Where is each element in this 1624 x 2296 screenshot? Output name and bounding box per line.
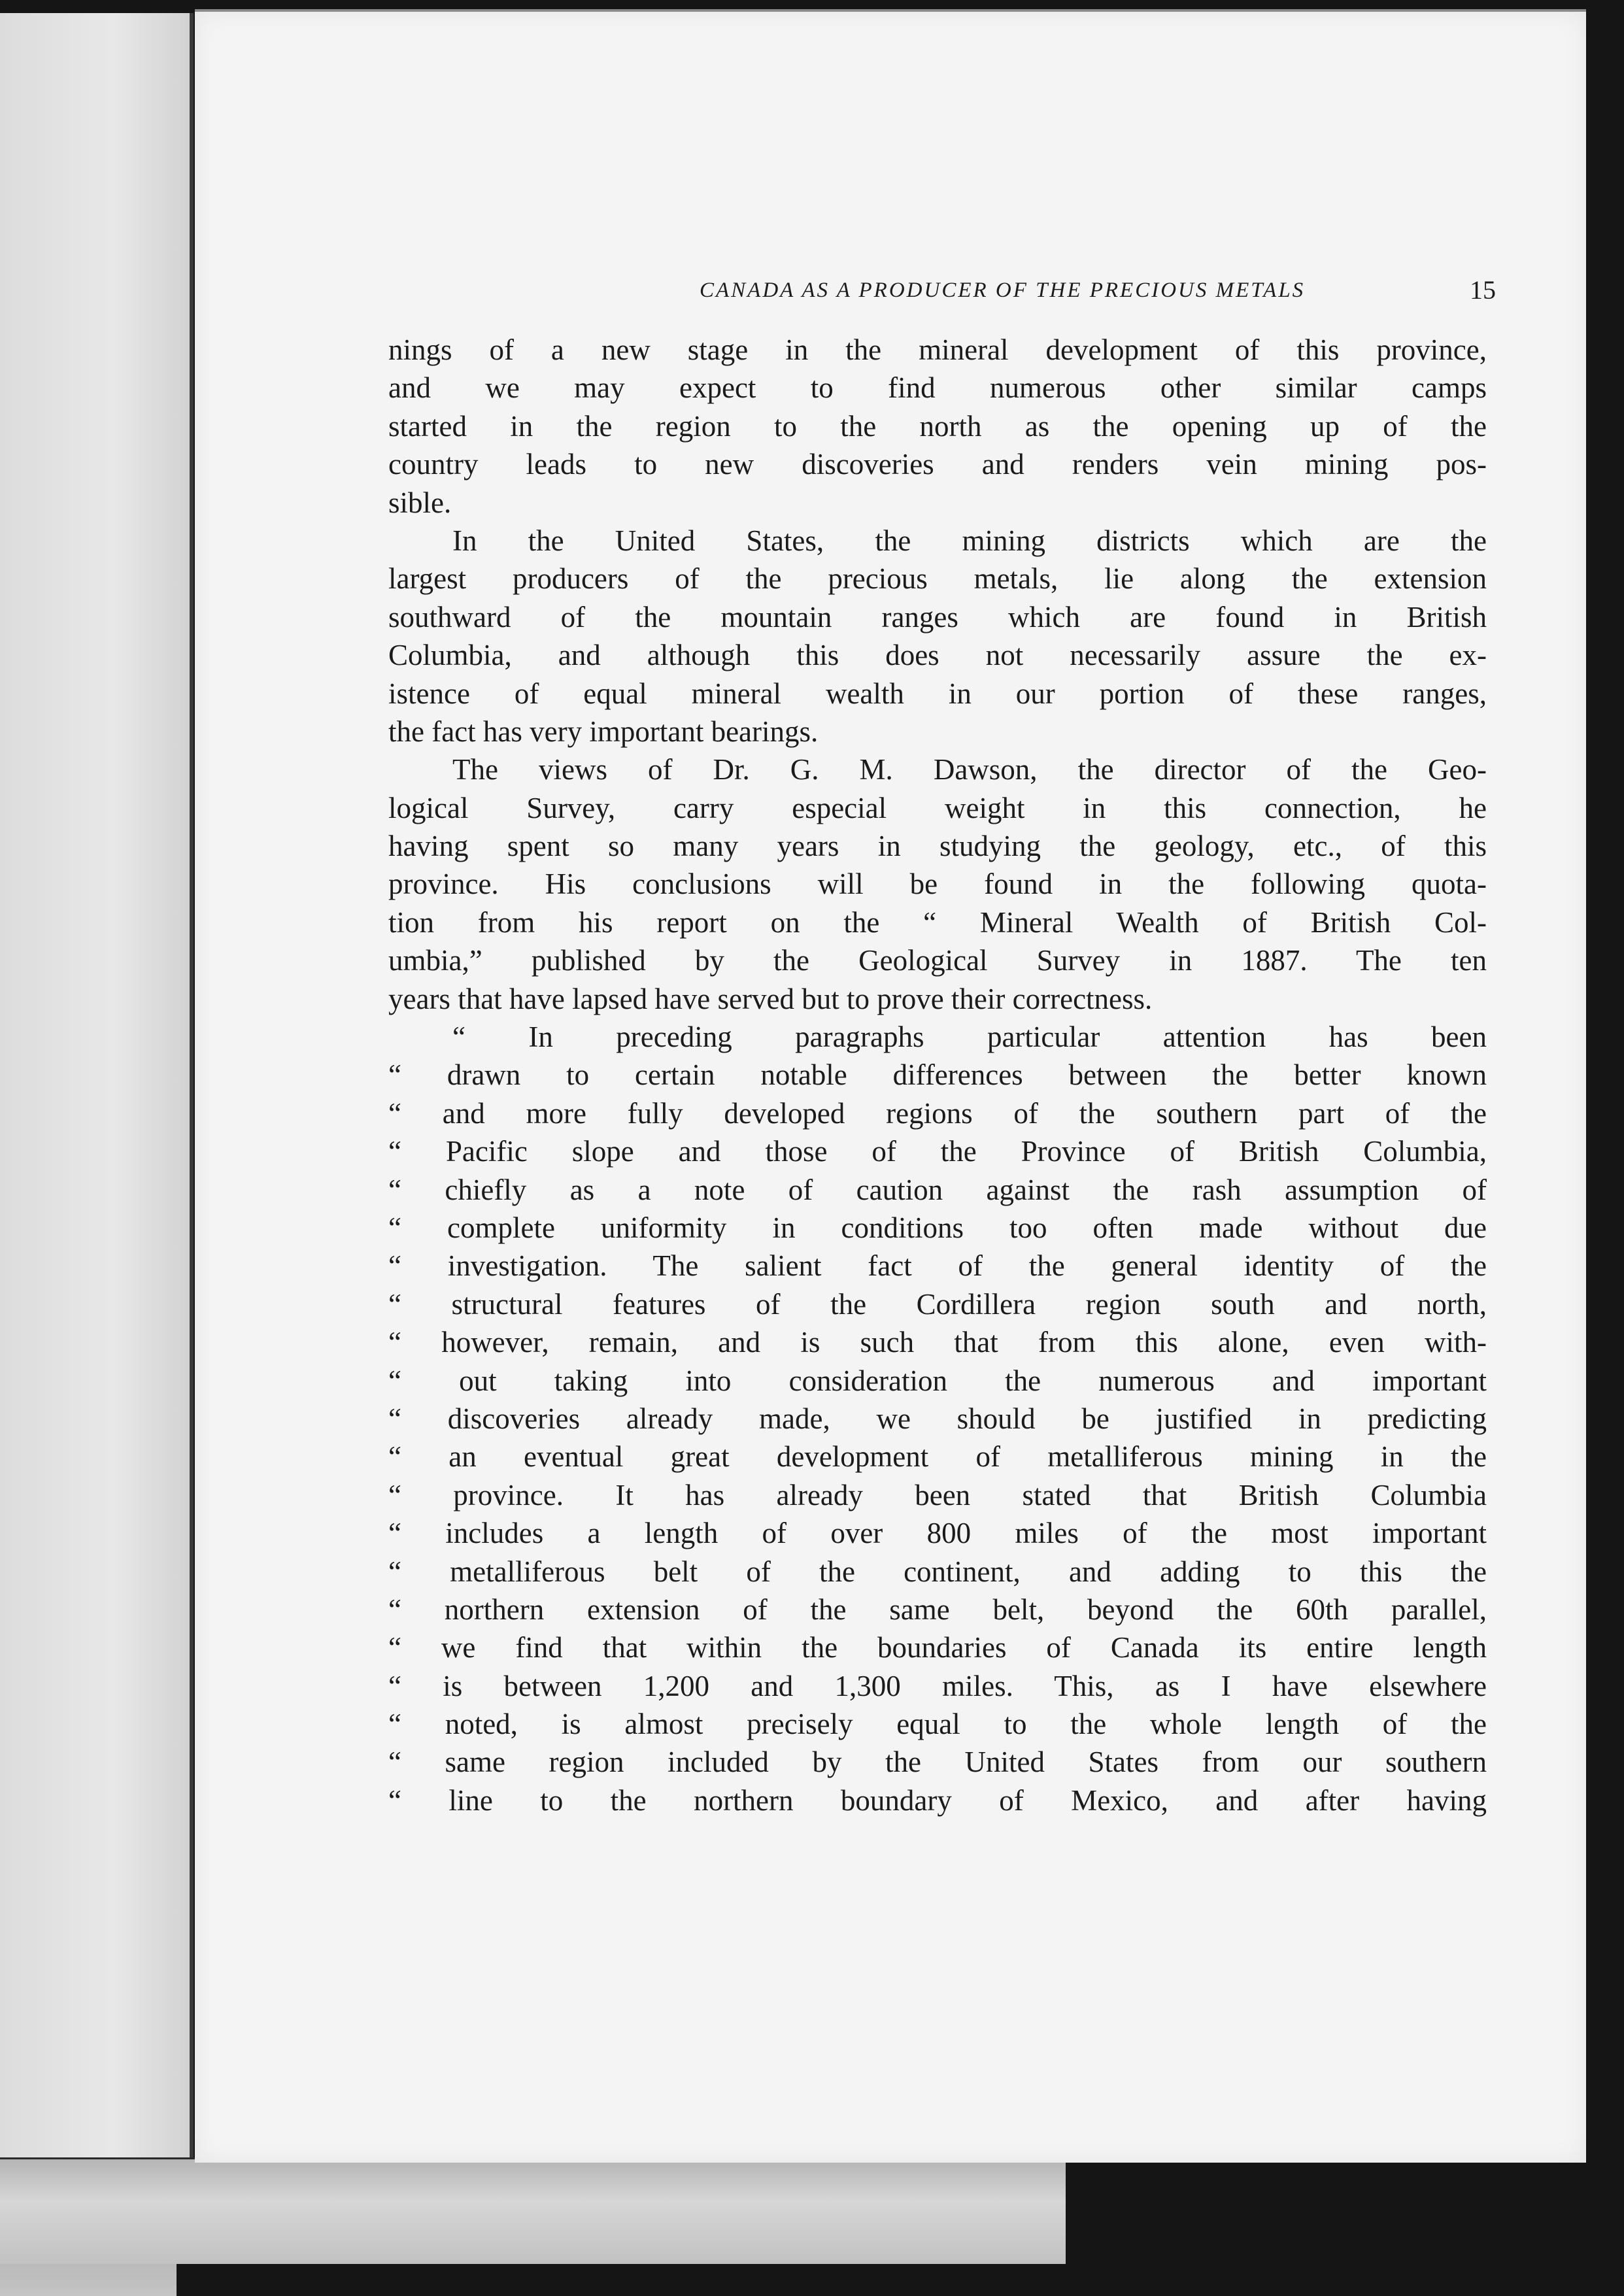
text-line: “ province. It has already been stated that British Columbia — [388, 1478, 1487, 1511]
text-line: istence of equal mineral wealth in our portion of these ranges, — [388, 677, 1487, 710]
text-line: tion from his report on the “ Mineral Wealth of British Col- — [388, 905, 1487, 939]
text-line: sible. — [388, 486, 452, 519]
text-line: province. His conclusions will be found in the following quota- — [388, 868, 1487, 901]
book-page — [195, 9, 1586, 2163]
text-line: “ In preceding paragraphs particular attention has been — [452, 1021, 1487, 1054]
text-line: “ northern extension of the same belt, beyond the 60th parallel, — [388, 1593, 1487, 1626]
text-line: southward of the mountain ranges which are found in British — [388, 600, 1487, 633]
binding-strip — [0, 2157, 1066, 2264]
text-line: and we may expect to find numerous other similar camps — [388, 371, 1487, 405]
text-line: “ discoveries already made, we should be justified in predicting — [388, 1402, 1487, 1435]
text-line: “ however, remain, and is such that from this alone, even with- — [388, 1326, 1487, 1359]
text-line: logical Survey, carry especial weight in this connection, he — [388, 791, 1487, 824]
text-line: In the United States, the mining districts which are the — [452, 524, 1487, 557]
text-line: started in the region to the north as the opening up of the — [388, 409, 1487, 443]
text-line: “ Pacific slope and those of the Province of British Columbia, — [388, 1135, 1487, 1168]
text-line: Columbia, and although this does not necessarily assure the ex- — [388, 639, 1487, 672]
text-line: The views of Dr. G. M. Dawson, the director of the Geo- — [452, 753, 1487, 786]
text-line: “ structural features of the Cordillera region south and north, — [388, 1287, 1487, 1321]
body-text — [388, 331, 1487, 1819]
text-line: “ includes a length of over 800 miles of the most important — [388, 1517, 1487, 1550]
text-line: “ line to the northern boundary of Mexico, and after having — [388, 1783, 1487, 1817]
page-number: 15 — [1470, 275, 1496, 305]
text-line: “ drawn to certain notable differences between the better known — [388, 1058, 1487, 1092]
text-line: years that have lapsed have served but to prove their correctness. — [388, 982, 1153, 1015]
text-line: “ complete uniformity in conditions too often made without due — [388, 1211, 1487, 1244]
text-line: “ investigation. The salient fact of the general identity of the — [388, 1249, 1487, 1283]
running-head — [502, 268, 1496, 314]
text-line: largest producers of the precious metals, lie along the extension — [388, 562, 1487, 596]
text-line: “ an eventual great development of metalliferous mining in the — [388, 1440, 1487, 1474]
text-line: “ noted, is almost precisely equal to the whole length of the — [388, 1708, 1487, 1741]
text-line: country leads to new discoveries and renders vein mining pos- — [388, 448, 1487, 481]
running-head-title: CANADA AS A PRODUCER OF THE PRECIOUS METALS — [700, 279, 1306, 302]
text-line: nings of a new stage in the mineral development of this province, — [388, 333, 1487, 366]
text-line: “ we find that within the boundaries of Canada its entire length — [388, 1631, 1487, 1664]
text-line: having spent so many years in studying the geology, etc., of this — [388, 830, 1487, 863]
text-line: “ and more fully developed regions of the southern part of the — [388, 1096, 1487, 1130]
text-line: “ out taking into consideration the numerous and important — [388, 1364, 1487, 1397]
text-line: “ is between 1,200 and 1,300 miles. This, as I have elsewhere — [388, 1669, 1487, 1702]
left-page-edge — [0, 13, 194, 2170]
text-line: umbia,” published by the Geological Survey in 1887. The ten — [388, 944, 1487, 977]
text-line: “ metalliferous belt of the continent, and adding to this the — [388, 1555, 1487, 1588]
text-line: the fact has very important bearings. — [388, 715, 819, 748]
text-line: “ same region included by the United States from our southern — [388, 1746, 1487, 1779]
text-line: “ chiefly as a note of caution against the rash assumption of — [388, 1173, 1487, 1206]
